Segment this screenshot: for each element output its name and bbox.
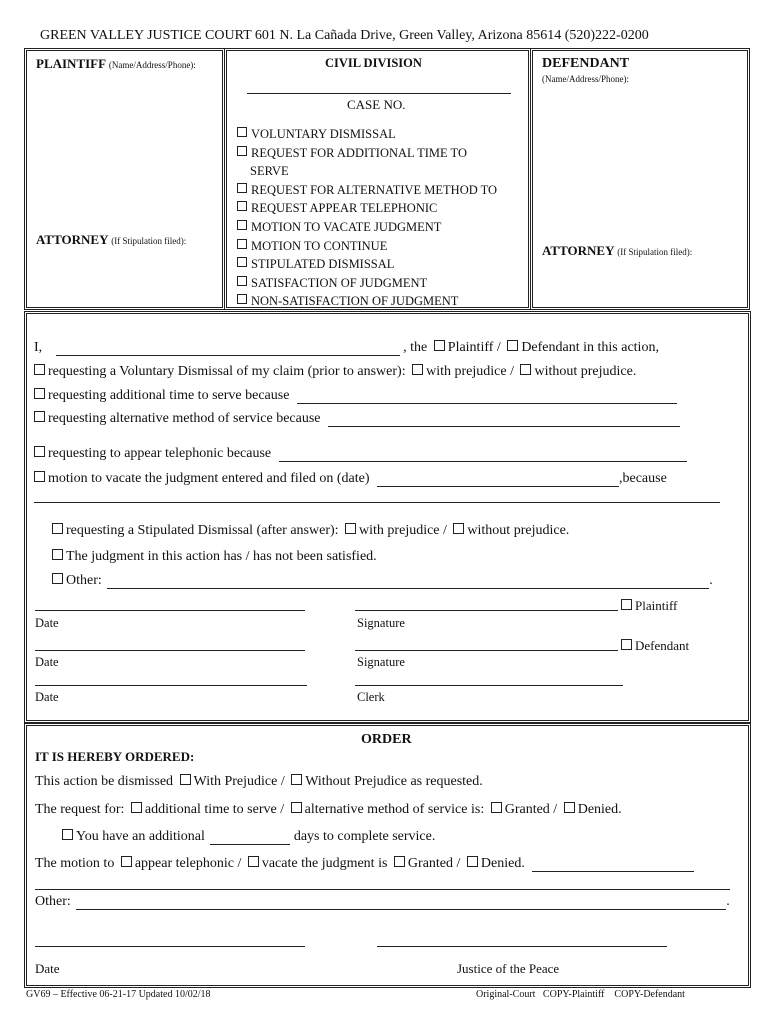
defendant-label: DEFENDANT — [542, 56, 630, 71]
alternative-method-reason-field[interactable] — [328, 414, 680, 427]
option-list — [237, 125, 497, 311]
order-motion-line: The motion to appear telephonic / vacate the judgment is Granted / Denied. — [35, 856, 694, 872]
case-number-line[interactable] — [247, 93, 511, 94]
checkbox[interactable] — [237, 294, 247, 304]
attorney-right-heading — [542, 243, 692, 259]
option-satisfaction[interactable]: SATISFACTION OF JUDGMENT — [237, 274, 497, 293]
case-number-label: CASE NO. — [347, 97, 406, 112]
stip-with-prejudice-checkbox[interactable] — [345, 523, 356, 534]
other-line: Other: . — [52, 573, 713, 589]
satisfied-line: The judgment in this action has / has not been satisfied. — [52, 549, 377, 565]
alternative-method-checkbox[interactable] — [34, 411, 45, 422]
sig2-role: Defendant — [621, 638, 689, 654]
clerk-line[interactable] — [355, 685, 623, 686]
checkbox[interactable] — [237, 201, 247, 211]
order-motion-field[interactable] — [532, 859, 694, 872]
checkbox[interactable] — [237, 146, 247, 156]
defendant-sub: (Name/Address/Phone): — [542, 74, 629, 84]
attorney-left-label: ATTORNEY — [36, 232, 108, 247]
declarant-line: I, , the Plaintiff / Defendant in this action, — [34, 340, 659, 355]
option-alternative-method[interactable]: REQUEST FOR ALTERNATIVE METHOD TO — [237, 181, 497, 200]
form-footer-left: GV69 – Effective 06-21-17 Updated 10/02/18 — [26, 989, 211, 1000]
order-denied2-checkbox[interactable] — [467, 856, 478, 867]
defendant-checkbox[interactable] — [507, 340, 518, 351]
order-denied-checkbox[interactable] — [564, 802, 575, 813]
option-motion-continue[interactable]: MOTION TO CONTINUE — [237, 237, 497, 256]
option-vacate-judgment[interactable]: MOTION TO VACATE JUDGMENT — [237, 218, 497, 237]
additional-time-reason-field[interactable] — [297, 391, 677, 404]
other-field[interactable] — [107, 576, 709, 589]
signature-line-1[interactable] — [355, 610, 618, 611]
vacate-reason-line[interactable] — [34, 502, 720, 503]
order-with-prejudice-checkbox[interactable] — [180, 774, 191, 785]
option-stipulated-dismissal[interactable]: STIPULATED DISMISSAL — [237, 255, 497, 274]
telephonic-checkbox[interactable] — [34, 446, 45, 457]
checkbox[interactable] — [237, 239, 247, 249]
order-granted-checkbox[interactable] — [491, 802, 502, 813]
attorney-left-heading — [36, 232, 186, 248]
plaintiff-heading — [36, 56, 196, 72]
checkbox[interactable] — [237, 183, 247, 193]
order-date-line[interactable] — [35, 946, 305, 947]
plaintiff-checkbox[interactable] — [434, 340, 445, 351]
order-days-field[interactable] — [210, 832, 290, 845]
vacate-line: motion to vacate the judgment entered and filed on (date) ,because — [34, 471, 667, 487]
defendant-box — [530, 48, 750, 310]
order-title: ORDER — [361, 732, 412, 747]
clerk-label: Clerk — [357, 690, 385, 704]
civil-division-title: CIVIL DIVISION — [325, 56, 422, 70]
with-prejudice-checkbox[interactable] — [412, 364, 423, 375]
date-line-1[interactable] — [35, 610, 305, 611]
attorney-right-sub: (If Stipulation filed): — [617, 247, 693, 257]
option-voluntary-dismissal[interactable]: VOLUNTARY DISMISSAL — [237, 125, 497, 144]
order-vacate-checkbox[interactable] — [248, 856, 259, 867]
plaintiff-label: PLAINTIFF — [36, 56, 106, 71]
declarant-name-field[interactable] — [56, 343, 400, 356]
date-label-1: Date — [35, 616, 59, 630]
justice-label: Justice of the Peace — [457, 961, 560, 976]
order-without-prejudice-checkbox[interactable] — [291, 774, 302, 785]
option-additional-time[interactable]: REQUEST FOR ADDITIONAL TIME TO — [237, 144, 497, 163]
order-alternative-method-checkbox[interactable] — [291, 802, 302, 813]
checkbox[interactable] — [237, 257, 247, 267]
order-request-line: The request for: additional time to serve / alternative method of service is: Granted / Denied. — [35, 802, 622, 817]
attorney-left-sub: (If Stipulation filed): — [111, 236, 187, 246]
signature-line-2[interactable] — [355, 650, 618, 651]
voluntary-dismissal-checkbox[interactable] — [34, 364, 45, 375]
plaintiff-box — [24, 48, 225, 310]
plaintiff-sub: (Name/Address/Phone): — [108, 60, 196, 70]
voluntary-dismissal-line: requesting a Voluntary Dismissal of my claim (prior to answer): with prejudice / without prejudice. — [34, 364, 636, 380]
other-checkbox[interactable] — [52, 573, 63, 584]
order-days-line: You have an additional days to complete service. — [62, 829, 435, 845]
stipulated-line: requesting a Stipulated Dismissal (after answer): with prejudice / without prejudice. — [52, 523, 569, 539]
date-line-2[interactable] — [35, 650, 305, 651]
option-non-satisfaction[interactable]: NON-SATISFACTION OF JUDGMENT — [237, 292, 497, 311]
additional-time-checkbox[interactable] — [34, 388, 45, 399]
date-label-3: Date — [35, 690, 59, 704]
telephonic-reason-field[interactable] — [279, 449, 687, 462]
checkbox[interactable] — [237, 127, 247, 137]
order-granted2-checkbox[interactable] — [394, 856, 405, 867]
justice-signature-line[interactable] — [377, 946, 667, 947]
order-days-checkbox[interactable] — [62, 829, 73, 840]
order-dismissed-line: This action be dismissed With Prejudice / Without Prejudice as requested. — [35, 774, 483, 789]
sig1-role: Plaintiff — [621, 598, 677, 614]
date-line-3[interactable] — [35, 685, 307, 686]
order-blank-line[interactable] — [35, 889, 730, 890]
signature-label-1: Signature — [357, 616, 405, 630]
additional-time-line: requesting additional time to serve because — [34, 388, 677, 404]
order-other-field[interactable] — [76, 897, 726, 910]
checkbox[interactable] — [237, 276, 247, 286]
order-other-line: Other: . — [35, 894, 730, 909]
stip-without-prejudice-checkbox[interactable] — [453, 523, 464, 534]
telephonic-line: requesting to appear telephonic because — [34, 446, 687, 462]
checkbox[interactable] — [237, 220, 247, 230]
satisfied-checkbox[interactable] — [52, 549, 63, 560]
form-footer-right: Original-Court COPY-Plaintiff COPY-Defendant — [476, 989, 685, 1000]
vacate-date-field[interactable] — [377, 474, 619, 487]
sig1-plaintiff-checkbox[interactable] — [621, 599, 632, 610]
order-appear-telephonic-checkbox[interactable] — [121, 856, 132, 867]
vacate-checkbox[interactable] — [34, 471, 45, 482]
without-prejudice-checkbox[interactable] — [520, 364, 531, 375]
sig2-defendant-checkbox[interactable] — [621, 639, 632, 650]
option-additional-time-cont: SERVE — [250, 164, 289, 179]
court-header: GREEN VALLEY JUSTICE COURT 601 N. La Cañada Drive, Green Valley, Arizona 85614 (520)222-0200 — [40, 28, 649, 43]
order-date-label: Date — [35, 961, 60, 976]
hereby-ordered: IT IS HEREBY ORDERED: — [35, 749, 195, 764]
signature-label-2: Signature — [357, 655, 405, 669]
stipulated-checkbox[interactable] — [52, 523, 63, 534]
order-additional-time-checkbox[interactable] — [131, 802, 142, 813]
option-appear-telephonic[interactable]: REQUEST APPEAR TELEPHONIC — [237, 199, 497, 218]
date-label-2: Date — [35, 655, 59, 669]
attorney-right-label: ATTORNEY — [542, 243, 614, 258]
alternative-method-line: requesting alternative method of service because — [34, 411, 680, 427]
